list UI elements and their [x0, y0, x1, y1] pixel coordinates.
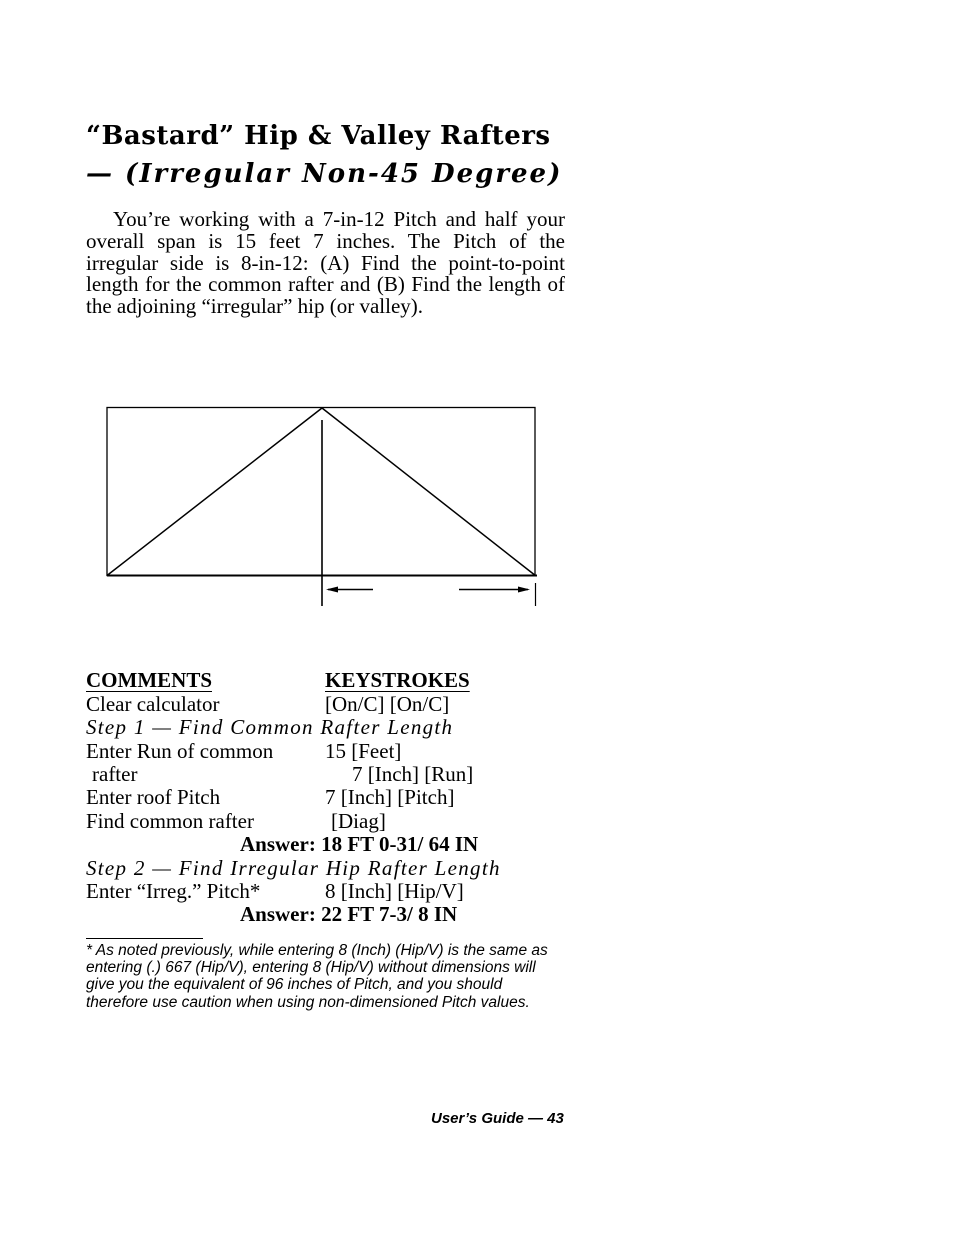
intro-paragraph: You’re working with a 7-in-12 Pitch and half your overall span is 15 feet 7 inches. The Pitch of the irregular side is 8-in-12: (A) Find the point-to-point length for the common rafter and (B) Find the length of the adjoining “irregular” hip (or valley).	[86, 207, 565, 319]
page-footer: User’s Guide — 43	[431, 1110, 564, 1127]
page-subtitle: — (Irregular Non-45 Degree)	[86, 159, 563, 189]
comment-run: Enter Run of common	[86, 739, 274, 763]
footnote: * As noted previously, while entering 8 (Inch) (Hip/V) is the same as entering (.) 667 (Hip/V), entering 8 (Hip/V) without dimensions will give you the equivalent of 96 inches of Pitch, and you should therefore use caution when using non-dimensioned Pitch values.	[86, 942, 548, 1011]
comments-header: COMMENTS	[86, 668, 212, 692]
keystrokes-header: KEYSTROKES	[325, 668, 470, 692]
left-hip-line	[107, 408, 322, 576]
right-hip-line	[322, 408, 536, 576]
comment-run-cont: rafter	[92, 762, 138, 786]
answer-irregular-hip: Answer: 22 FT 7-3/ 8 IN	[240, 902, 458, 926]
roof-outline	[107, 408, 535, 576]
keys-diag: [Diag]	[331, 809, 386, 833]
comment-pitch: Enter roof Pitch	[86, 785, 221, 809]
comment-clear: Clear calculator	[86, 692, 220, 716]
footnote-rule	[86, 938, 203, 939]
answer-common-rafter: Answer: 18 FT 0-31/ 64 IN	[240, 832, 479, 856]
keys-clear: [On/C] [On/C]	[325, 692, 450, 716]
step-2-heading: Step 2 — Find Irregular Hip Rafter Length	[86, 856, 501, 880]
comment-irreg-pitch: Enter “Irreg.” Pitch*	[86, 879, 261, 903]
arrowhead-right	[518, 587, 530, 593]
keys-pitch: 7 [Inch] [Pitch]	[325, 785, 455, 809]
comment-find: Find common rafter	[86, 809, 254, 833]
arrowhead-left	[326, 587, 338, 593]
step-1-heading: Step 1 — Find Common Rafter Length	[86, 715, 454, 739]
keys-run-feet: 15 [Feet]	[325, 739, 402, 763]
keys-run-inch: 7 [Inch] [Run]	[352, 762, 474, 786]
page-title: “Bastard” Hip & Valley Rafters	[86, 121, 551, 151]
keys-irreg-pitch: 8 [Inch] [Hip/V]	[325, 879, 464, 903]
